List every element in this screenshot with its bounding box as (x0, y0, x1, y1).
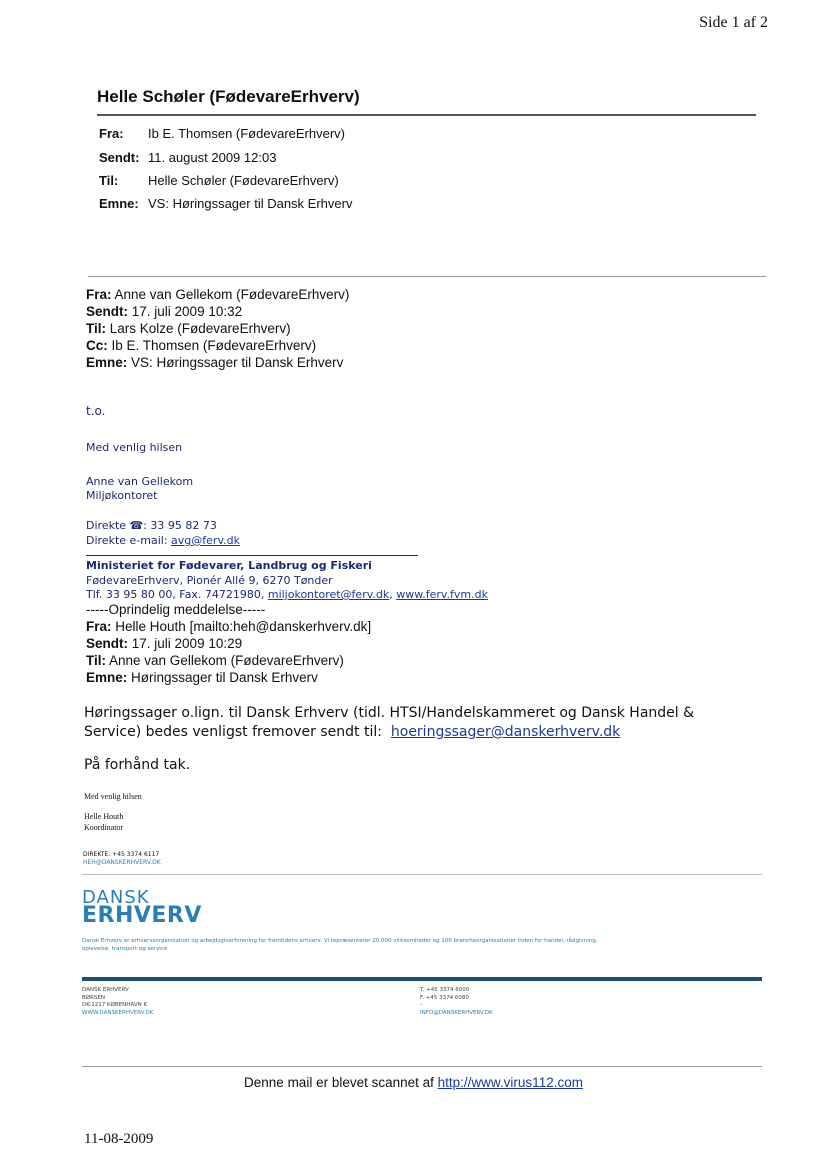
original-sent-row (86, 635, 371, 652)
hoeringssager-email-link[interactable]: hoeringssager@danskerhverv.dk (390, 724, 621, 740)
original-body-line-1: Høringssager o.lign. til Dansk Erhverv (tidl. HTSI/Handelskammeret og Dansk Handel & (84, 705, 695, 721)
scan-footer-link[interactable]: http://www.virus112.com (437, 1075, 583, 1090)
forward-sent-label: Sendt: (86, 304, 128, 319)
original-sent-label: Sendt: (86, 636, 128, 651)
footer-rule (82, 1066, 762, 1067)
forward-sent-row (86, 303, 349, 320)
original-thanks: På forhånd tak. (84, 757, 191, 773)
dansk-erhverv-logo-top: DANSK (82, 887, 150, 908)
outer-subject-value: VS: Høringssager til Dansk Erhverv (148, 196, 353, 211)
original-header (86, 601, 371, 686)
address-line-2: BØRSEN (82, 994, 106, 1001)
forward-subject-value: VS: Høringssager til Dansk Erhverv (131, 355, 344, 370)
dansk-erhverv-info-email[interactable]: INFO@DANSKERHVERV.DK (420, 1009, 493, 1016)
original-to-label: Til: (86, 653, 106, 668)
forward-subject-row (86, 354, 349, 371)
dansk-erhverv-bar (82, 977, 762, 981)
ministry-name: Ministeriet for Fødevarer, Landbrug og Fiskeri (86, 559, 372, 572)
original-from-label: Fra: (86, 619, 112, 634)
houth-signature (84, 812, 123, 833)
ministry-address: FødevareErhverv, Pionér Allé 9, 6270 Tønder (86, 573, 333, 587)
original-subject-row (86, 669, 371, 686)
original-to-row (86, 652, 371, 669)
ministry-signature (86, 559, 488, 603)
ministry-phone-fax: Tlf. 33 95 80 00, Fax. 74721980, (86, 588, 265, 601)
dansk-erhverv-tagline (82, 937, 762, 953)
houth-email[interactable]: HEH@DANSKERHVERV.DK (83, 859, 161, 866)
original-body (84, 704, 694, 742)
forward-phone-label: Direkte (86, 519, 127, 532)
dansk-erhverv-phone-block (420, 987, 493, 1017)
original-subject-label: Emne: (86, 670, 128, 685)
original-subject-value: Høringssager til Dansk Erhverv (131, 670, 318, 685)
forward-to-row (86, 320, 349, 337)
scan-footer (0, 1075, 827, 1090)
forward-phone-row (86, 518, 240, 533)
dansk-erhverv-fax: F. +45 3374 6080 (420, 994, 469, 1001)
header-separator (88, 276, 766, 277)
outer-subject-label: Emne: (99, 196, 139, 211)
houth-name: Helle Houth (84, 812, 124, 821)
outer-to-value: Helle Schøler (FødevareErhverv) (148, 173, 339, 188)
title-rule (97, 114, 756, 116)
outer-from-value: Ib E. Thomsen (FødevareErhverv) (148, 126, 345, 141)
page-number: Side 1 af 2 (699, 14, 768, 31)
forward-to-value: Lars Kolze (FødevareErhverv) (109, 321, 291, 336)
original-from-row (86, 618, 371, 635)
forward-greeting: Med venlig hilsen (86, 441, 183, 454)
address-line-3: DK-1217 KØBENHAVN K (82, 1002, 148, 1008)
original-sent-value: 17. juli 2009 10:29 (131, 636, 243, 651)
ministry-email-link[interactable]: miljokontoret@ferv.dk (267, 588, 390, 601)
forward-cc-label: Cc: (86, 338, 108, 353)
forward-cc-value: Ib E. Thomsen (FødevareErhverv) (111, 338, 317, 353)
dansk-erhverv-website[interactable]: WWW.DANSKERHVERV.DK (82, 1009, 154, 1016)
original-body-line-2: Service) bedes venligst fremover sendt til: (84, 724, 382, 740)
scan-footer-text: Denne mail er blevet scannet af (244, 1075, 434, 1090)
outer-sent-row (99, 150, 276, 165)
forward-sent-value: 17. juli 2009 10:32 (131, 304, 243, 319)
forward-from-label: Fra: (86, 287, 112, 302)
forward-to-label: Til: (86, 321, 106, 336)
forward-phone-value: : 33 95 82 73 (143, 519, 217, 532)
ministry-separator: , (389, 588, 393, 601)
forward-sender-name: Anne van Gellekom (86, 475, 194, 488)
forward-subject-label: Emne: (86, 355, 128, 370)
address-line-1: DANSK ERHVERV (82, 987, 129, 993)
outer-subject-row (99, 196, 352, 211)
outer-sent-value: 11. august 2009 12:03 (148, 150, 277, 165)
forward-signature (86, 475, 193, 503)
outer-from-row (99, 126, 345, 141)
forward-email-row (86, 533, 240, 548)
ministry-website-link[interactable]: www.ferv.fvm.dk (396, 588, 488, 601)
original-from-value: Helle Houth [mailto:heh@danskerhverv.dk] (115, 619, 372, 634)
dansk-erhverv-dash: - (420, 1002, 422, 1008)
dansk-erhverv-address (82, 987, 153, 1017)
original-to-value: Anne van Gellekom (FødevareErhverv) (109, 653, 344, 668)
houth-direct: DIREKTE: +45 3374 6117 (83, 851, 160, 858)
forward-email-link[interactable]: avg@ferv.dk (171, 534, 240, 547)
outer-sent-label: Sendt: (99, 150, 140, 165)
forward-from-value: Anne van Gellekom (FødevareErhverv) (114, 287, 350, 302)
houth-greeting: Med venlig hilsen (84, 792, 142, 801)
tagline-line-2: oplevelse, transport og service. (82, 946, 169, 952)
original-divider: -----Oprindelig meddelelse----- (86, 602, 266, 617)
phone-icon: ☎ (129, 519, 144, 532)
houth-title: Koordinator (84, 822, 124, 832)
signature-rule (82, 874, 762, 875)
houth-contact (83, 851, 161, 867)
mailbox-owner-title: Helle Schøler (FødevareErhverv) (97, 87, 360, 106)
outer-to-row (99, 173, 339, 188)
forward-header (86, 286, 349, 371)
forward-note: t.o. (86, 404, 106, 418)
forward-contact (86, 518, 240, 548)
print-date: 11-08-2009 (84, 1131, 154, 1147)
forward-sender-office: Miljøkontoret (86, 489, 158, 502)
tagline-line-1: Dansk Erhverv er erhvervsorganisation og arbejdsgiverforening for fremtidens erhverv. Vi repræsenterer 20.000 virksomheder og 100 brancheorganisationer inden for handel, rådgivning, (82, 938, 598, 944)
forward-cc-row (86, 337, 349, 354)
forward-from-row (86, 286, 349, 303)
dansk-erhverv-phone: T. +45 3374 6000 (420, 987, 470, 993)
outer-to-label: Til: (99, 173, 119, 188)
dansk-erhverv-logo-bottom: ERHVERV (82, 903, 202, 928)
forward-email-label: Direkte e-mail: (86, 534, 168, 547)
original-body-line-2-row (84, 723, 694, 742)
outer-from-label: Fra: (99, 126, 124, 141)
ministry-rule (86, 555, 418, 556)
